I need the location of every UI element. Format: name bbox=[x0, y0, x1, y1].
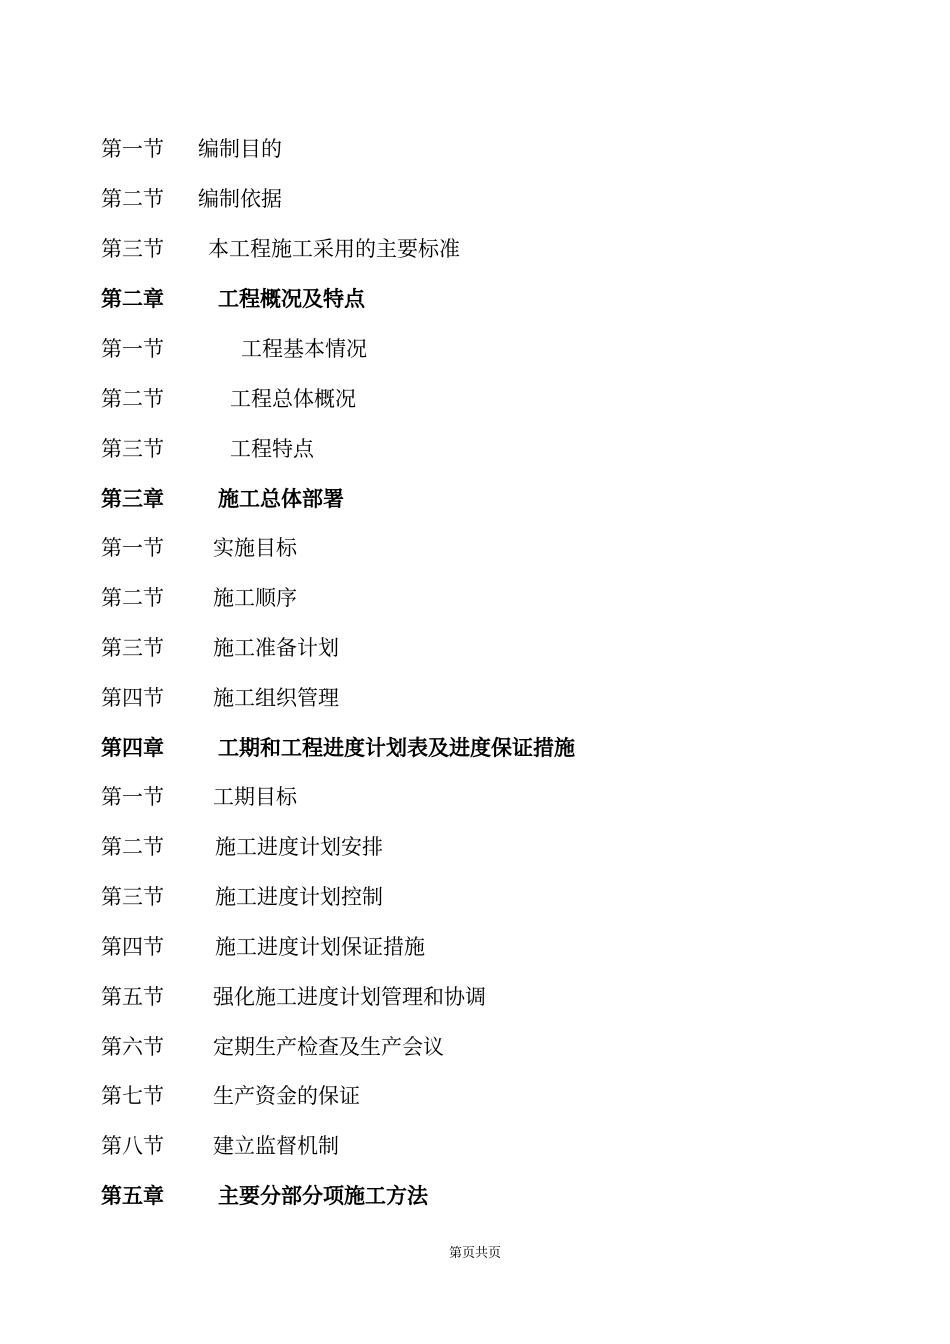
toc-number: 第七节 bbox=[101, 1084, 164, 1108]
toc-section bbox=[101, 633, 339, 663]
toc-title: 生产资金的保证 bbox=[213, 1084, 360, 1108]
toc-section bbox=[101, 882, 383, 912]
toc-chapter bbox=[101, 733, 575, 763]
toc-title: 主要分部分项施工方法 bbox=[218, 1183, 428, 1208]
toc-section bbox=[101, 1032, 444, 1062]
toc-title: 工程总体概况 bbox=[230, 387, 356, 411]
toc-title: 工程特点 bbox=[230, 437, 314, 461]
toc-section bbox=[101, 932, 425, 962]
toc-section bbox=[101, 334, 367, 364]
toc-title: 建立监督机制 bbox=[213, 1134, 339, 1158]
toc-number: 第四章 bbox=[101, 735, 164, 760]
toc-section bbox=[101, 982, 486, 1012]
toc-number: 第五节 bbox=[101, 985, 164, 1009]
toc-chapter bbox=[101, 484, 344, 514]
toc-number: 第三节 bbox=[101, 636, 164, 660]
toc-section bbox=[101, 184, 282, 214]
toc-title: 施工准备计划 bbox=[213, 636, 339, 660]
toc-section bbox=[101, 832, 383, 862]
toc-section bbox=[101, 1131, 339, 1161]
toc-section bbox=[101, 533, 297, 563]
toc-number: 第一节 bbox=[101, 785, 164, 809]
toc-section bbox=[101, 782, 297, 812]
toc-number: 第五章 bbox=[101, 1183, 164, 1208]
toc-section bbox=[101, 434, 314, 464]
toc-section bbox=[101, 683, 339, 713]
toc-title: 施工总体部署 bbox=[218, 486, 344, 511]
toc-title: 编制目的 bbox=[198, 137, 282, 161]
toc-title: 施工顺序 bbox=[213, 586, 297, 610]
page-footer: 第页共页 bbox=[448, 1246, 501, 1261]
toc-title: 编制依据 bbox=[198, 187, 282, 211]
toc-number: 第四节 bbox=[101, 686, 164, 710]
toc-section bbox=[101, 234, 460, 264]
toc-number: 第三章 bbox=[101, 486, 164, 511]
toc-title: 强化施工进度计划管理和协调 bbox=[213, 985, 486, 1009]
toc-title: 施工进度计划安排 bbox=[215, 835, 383, 859]
toc-number: 第一节 bbox=[101, 137, 164, 161]
toc-chapter bbox=[101, 1181, 428, 1211]
toc-number: 第三节 bbox=[101, 437, 164, 461]
toc-section bbox=[101, 583, 297, 613]
toc-number: 第三节 bbox=[101, 237, 164, 261]
toc-title: 施工组织管理 bbox=[213, 686, 339, 710]
toc-number: 第二节 bbox=[101, 835, 164, 859]
toc-section bbox=[101, 1081, 360, 1111]
toc-title: 工程基本情况 bbox=[241, 337, 367, 361]
toc-number: 第三节 bbox=[101, 885, 164, 909]
toc-number: 第一节 bbox=[101, 337, 164, 361]
toc-title: 施工进度计划保证措施 bbox=[215, 935, 425, 959]
toc-number: 第二节 bbox=[101, 387, 164, 411]
toc-number: 第一节 bbox=[101, 536, 164, 560]
toc-title: 定期生产检查及生产会议 bbox=[213, 1035, 444, 1059]
toc-number: 第二节 bbox=[101, 187, 164, 211]
toc-title: 实施目标 bbox=[213, 536, 297, 560]
toc-number: 第二章 bbox=[101, 286, 164, 311]
toc-title: 工期和工程进度计划表及进度保证措施 bbox=[218, 735, 575, 760]
toc-number: 第六节 bbox=[101, 1035, 164, 1059]
toc-title: 工期目标 bbox=[213, 785, 297, 809]
toc-chapter bbox=[101, 284, 365, 314]
toc-section bbox=[101, 384, 356, 414]
toc-number: 第八节 bbox=[101, 1134, 164, 1158]
toc-section bbox=[101, 134, 282, 164]
toc-number: 第二节 bbox=[101, 586, 164, 610]
toc-title: 施工进度计划控制 bbox=[215, 885, 383, 909]
toc-number: 第四节 bbox=[101, 935, 164, 959]
toc-title: 本工程施工采用的主要标准 bbox=[208, 237, 460, 261]
toc-title: 工程概况及特点 bbox=[218, 286, 365, 311]
